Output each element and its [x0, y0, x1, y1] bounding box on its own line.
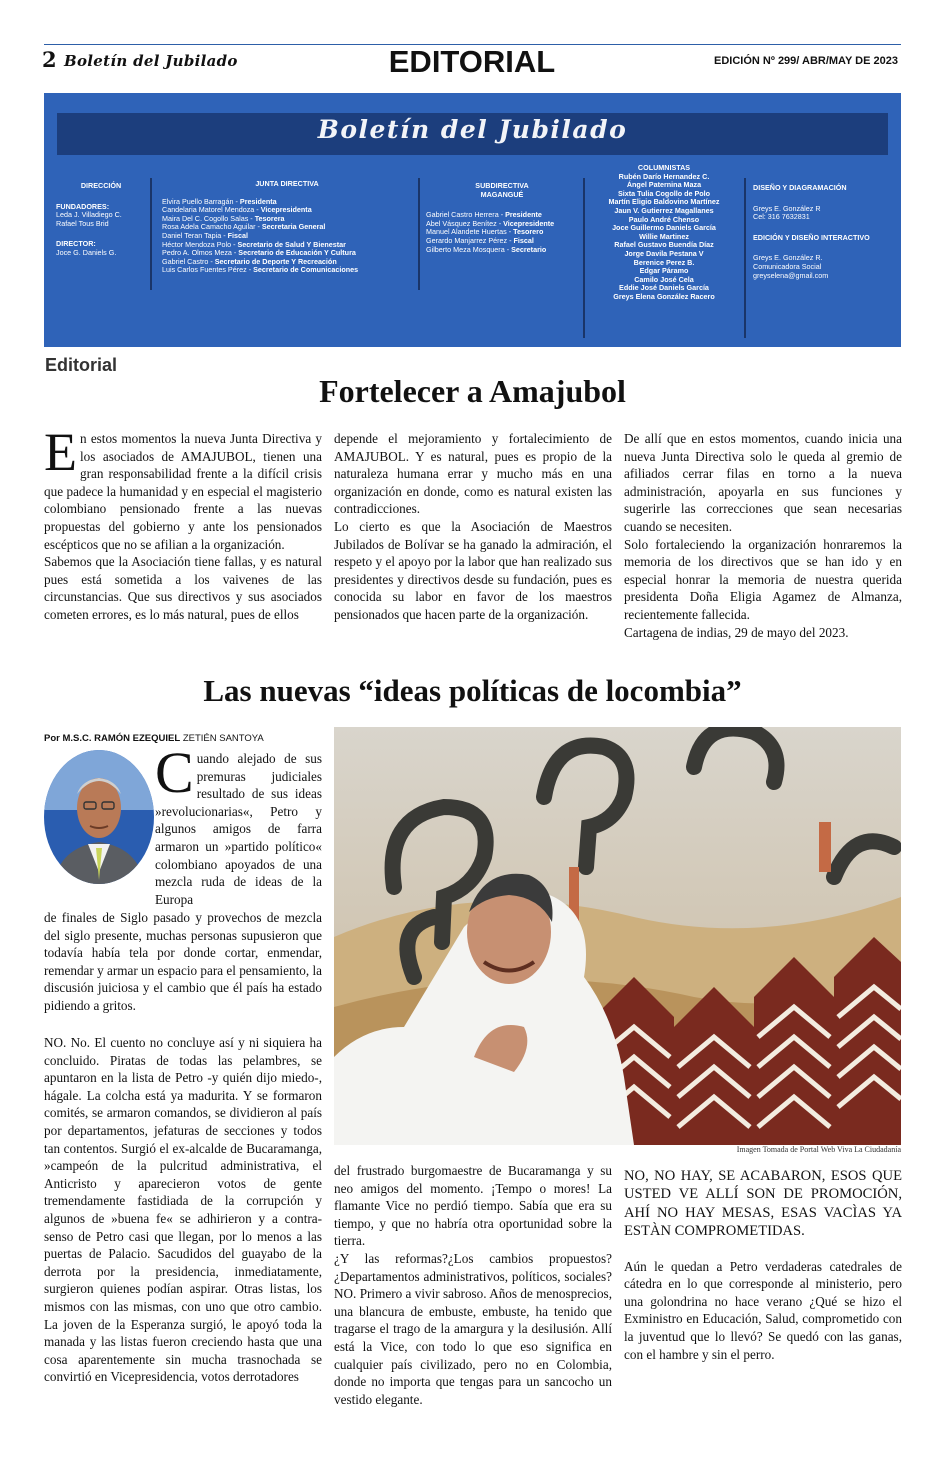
- byline: Por M.S.C. RAMÓN EZEQUIEL ZETIÉN SANTOYA: [44, 733, 264, 744]
- director-label: DIRECTOR:: [56, 239, 96, 249]
- columnist-name: Rubén Darío Hernandez C.: [618, 171, 710, 181]
- fundador-name: Leda J. Villadiego C.: [56, 210, 122, 220]
- junta-member: Elvira Puello Barragán - Presidenta: [162, 196, 277, 206]
- article-illustration: [334, 727, 901, 1145]
- page-number: 2: [42, 47, 57, 72]
- junta-member: Rosa Adela Camacho Aguilar - Secretaria General: [162, 222, 326, 232]
- brand-name: Boletín del Jubilado: [64, 52, 238, 70]
- direccion-heading: DIRECCIÓN: [80, 181, 122, 190]
- columnist-name: Paulo André Chenso: [628, 214, 700, 224]
- columnist-name: Martín Eligio Baldovino Martínez: [608, 197, 720, 207]
- columnist-name: Greys Elena González Racero: [613, 291, 715, 301]
- editorial-paragraph: De allí que en estos momentos, cuando inicia una nueva Junta Directiva solo le queda al gremio de afiliados cerrar filas en torno a la nueva administración, apoyarla en sus funciones y sugerirle las correcciones que sean necesarias cuando se necesiten.: [624, 431, 902, 534]
- columnist-name: Jaun V. Gutierrez Magallanes: [614, 205, 714, 215]
- columnist-name: Rafael Gustavo Buendía Díaz: [614, 240, 714, 250]
- editorial-paragraph: depende el mejoramiento y fortalecimiento de AMAJUBOL. Y es natural, pues es propio de la naturaleza humana errar y mucho más en una organización en donde, como es natural existen las contradicciones.: [334, 431, 612, 517]
- image-caption: Imagen Tomada de Portal Web Viva La Ciudadanía: [736, 1145, 901, 1154]
- diseno-phone: Cel: 316 7632831: [753, 212, 810, 222]
- editorial-paragraph: Solo fortaleciendo la organización honraremos la memoria de los directivos que se han ido y en especial honrar la memoria de nuestra querida presidenta Doña Eligia Agamez de Almanza, recientemente fallecida.: [624, 536, 902, 622]
- subdirectiva-member: Abel Vásquez Benítez - Vicepresidente: [426, 218, 555, 228]
- author-photo: [44, 750, 154, 884]
- subdirectiva-block: [426, 182, 578, 254]
- fundador-name: Rafael Tous Brid: [56, 218, 109, 228]
- article-paragraph: ¿Y las reformas?¿Los cambios propuestos? ¿Departamentos administrativos, políticos, sociales? NO. Primero a vivir sabroso. Años de menosprecios, una blancura de embuste, embuste, ha tenido que tragarse el trago de la amargura y la desilusión. Allí está la Vice, con todo lo que eso significa en cualquier país civilizado, pero no en Colombia, donde no importa que tengas para un sancocho un vestido elegante.: [334, 1250, 612, 1407]
- columnist-name: Jorge Davila Pestana V: [624, 248, 704, 258]
- junta-member: Gabriel Castro - Secretario de Deporte Y Recreación: [162, 256, 337, 266]
- interactive-heading: EDICIÓN Y DISEÑO INTERACTIVO: [753, 232, 870, 242]
- article-intro: Cuando alejado de sus premuras judiciales resultado de sus ideas »revolucionarias«, Petro y algunos amigos de farra armaron un »partido político« colombiano apoyados de una mezcla ruda de ideas de la Europa: [155, 740, 322, 907]
- diseno-block: [753, 184, 893, 280]
- junta-member: Luis Carlos Fuentes Pérez - Secretario de Comunicaciones: [162, 265, 359, 275]
- director-name: Joce G. Daniels G.: [56, 247, 117, 257]
- subdirectiva-list: [426, 211, 578, 254]
- columnistas-block: [589, 164, 739, 302]
- masthead-divider: [150, 178, 152, 290]
- fundadores-label: FUNDADORES:: [56, 201, 110, 211]
- columnist-name: Camilo José Cela: [634, 274, 694, 284]
- editorial-column-3: [624, 430, 902, 641]
- junta-member: Héctor Mendoza Polo - Secretario de Salud Y Bienestar: [162, 239, 346, 249]
- editorial-paragraph: En estos momentos la nueva Junta Directiva y los asociados de AMAJUBOL, tienen una gran responsabilidad frente a la difícil crisis que padece la humanidad y en especial el magisterio colombiano pensionado frente a las nuevas propuestas del gobierno y ante los pensionados escépticos que no se afilian a la organización.: [44, 422, 322, 552]
- subdirectiva-city: MAGANGUÉ: [480, 189, 524, 199]
- article-callout: NO, NO HAY, SE ACABARON, ESOS QUE USTED VE ALLÍ SON DE PROMOCIÓN, AHÍ NO HAY MESAS, ESAS VACÌAS YA ESTÀN COMPROMETIDAS.: [624, 1168, 902, 1240]
- article-intro-continued: [44, 909, 322, 1015]
- editorial-dateline: Cartagena de indias, 29 de mayo del 2023.: [624, 624, 849, 640]
- article-headline: Las nuevas “ideas políticas de locombia”: [203, 673, 742, 708]
- editorial-column-1: [44, 422, 322, 624]
- columnist-name: Ángel Paternina Maza: [626, 180, 702, 190]
- columnist-name: Berenice Perez B.: [633, 257, 695, 267]
- drop-cap: C: [155, 740, 194, 805]
- article-column-3: [624, 1167, 902, 1363]
- junta-member: Maira Del C. Cogollo Salas - Tesorera: [162, 213, 285, 223]
- section-title: EDITORIAL: [388, 44, 556, 79]
- subdirectiva-member: Gerardo Manjarrez Pérez - Fiscal: [426, 235, 534, 245]
- diseno-heading: DISEÑO Y DIAGRAMACIÓN: [753, 183, 847, 192]
- editorial-paragraph: Lo cierto es que la Asociación de Maestros Jubilados de Bolívar se ha ganado la admiración, el respeto y el apoyo por la labor que han realizado sus presidentes y directivos desde su fundación, pues es conocida su labor en favor de los maestros pensionados que hacen parte de la organización.: [334, 518, 612, 622]
- editorial-column-2: [334, 430, 612, 624]
- columnist-name: Joce Guillermo Daniels García: [612, 223, 716, 233]
- contact-email[interactable]: greyselena@gmail.com: [753, 270, 829, 280]
- columnist-name: Sixta Tulia Cogollo de Polo: [617, 188, 711, 198]
- editorial-headline: Fortelecer a Amajubol: [319, 373, 626, 409]
- editorial-paragraph: Sabemos que la Asociación tiene fallas, y es natural pues está sometida a los vaivenes de las circunstancias. Que sus directivos y sus asociados cometen errores, es lo más natural, pues de ellos: [44, 554, 322, 622]
- subdirectiva-member: Manuel Alandete Huertas - Tesorero: [426, 227, 544, 237]
- direccion-block: [56, 182, 146, 258]
- article-column-1: [44, 1034, 322, 1386]
- interactive-name: Greys E. González R.: [753, 253, 823, 263]
- masthead-title: Boletín del Jubilado: [317, 115, 628, 144]
- columnist-name: Eddie José Daniels García: [619, 283, 709, 293]
- masthead-divider: [744, 178, 746, 338]
- masthead-divider: [418, 178, 420, 290]
- masthead-divider: [583, 178, 585, 338]
- article-column-2: [334, 1162, 612, 1408]
- junta-block: [162, 180, 412, 275]
- article-paragraph: del frustrado burgomaestre de Bucaramanga y su neo amigos del momento. ¡Tempo o mores! La flamante Vice no perdió tiempo. Sabía que era su tiempo, y que no habría otra oportunidad sobre la tierra.: [334, 1163, 612, 1249]
- junta-member: Daniel Teran Tapia - Fiscal: [162, 230, 249, 240]
- subdirectiva-member: Gilberto Meza Mosquera - Secretario: [426, 244, 547, 254]
- diseno-name: Greys E. González R: [753, 203, 821, 213]
- edition-info: EDICIÓN Nº 299/ ABR/MAY DE 2023: [714, 55, 898, 67]
- article-paragraph: de finales de Siglo pasado y provechos de mezcla del siglo presente, muchas personas supusieron que todavía había tela por donde cortar, enmendar, remendar y armar un espacio para el pensamiento, la discusión juiciosa y el cambio que él país ha estado pidiendo a gritos.: [44, 910, 322, 1013]
- columnistas-heading: COLUMNISTAS: [637, 163, 691, 172]
- columnist-name: Willie Martinez: [639, 231, 689, 241]
- article-paragraph: NO. No. El cuento no concluye así y ni siquiera ha concluido. Piratas de todas las pelambres, se apuntaron en la lista de Petro -y quién dijo miedo-, hágale. La colcha está ya madurita. Y se formaron comités, se armaron comandos, se dividieron al país por departamentos, jefaturas de secciones y todos tan contentos. Surgió el ex-alcalde de Bucaramanga, »campeón de la pulcritud administrativa, el Anticristo y aparecieron votos de gente tremendamente fastidiada de la corrupción y algunos de »buena fe« se adhirieron y a contra-senso de Petro casi que llegan, por lo menos a las puertas de Palacio. Sacudidos del guayabo de la derrota por la presidencia, inmediatamente, surgieron quienes podían aspirar. Otras listas, los mismos con las mismas, con uno que otro cambio. La joven de la Esperanza surgió, le apoyó toda la manada y las listas fueron creciendo hasta que una cosa aparentemente sin mucha trasnochada se convirtió en Vicepresidencia, votos derrotadores: [44, 1035, 322, 1385]
- drop-cap: E: [44, 422, 77, 482]
- junta-heading: JUNTA DIRECTIVA: [255, 179, 319, 188]
- article-paragraph: Aún le quedan a Petro verdaderas catedrales de cátedra en lo que corresponde al ministerio, pero una golondrina no hace verano ¿Qué se hizo el Exministro en Educación, Salud, comprometido con la juventud que lo llevó? Se quedó con las ganas, con el hambre y sin el perro.: [624, 1258, 902, 1362]
- subdirectiva-heading: SUBDIRECTIVA: [475, 181, 529, 190]
- junta-member: Pedro A. Olmos Meza - Secretario de Educación Y Cultura: [162, 248, 356, 258]
- junta-list: [162, 198, 412, 275]
- editorial-label: Editorial: [45, 355, 118, 375]
- columnist-name: Edgar Páramo: [639, 266, 689, 276]
- columnistas-list: [589, 173, 739, 302]
- junta-member: Candelaria Matorel Mendoza - Vicepresidenta: [162, 205, 312, 215]
- interactive-role: Comunicadora Social: [753, 261, 822, 271]
- subdirectiva-member: Gabriel Castro Herrera - Presidente: [426, 210, 542, 220]
